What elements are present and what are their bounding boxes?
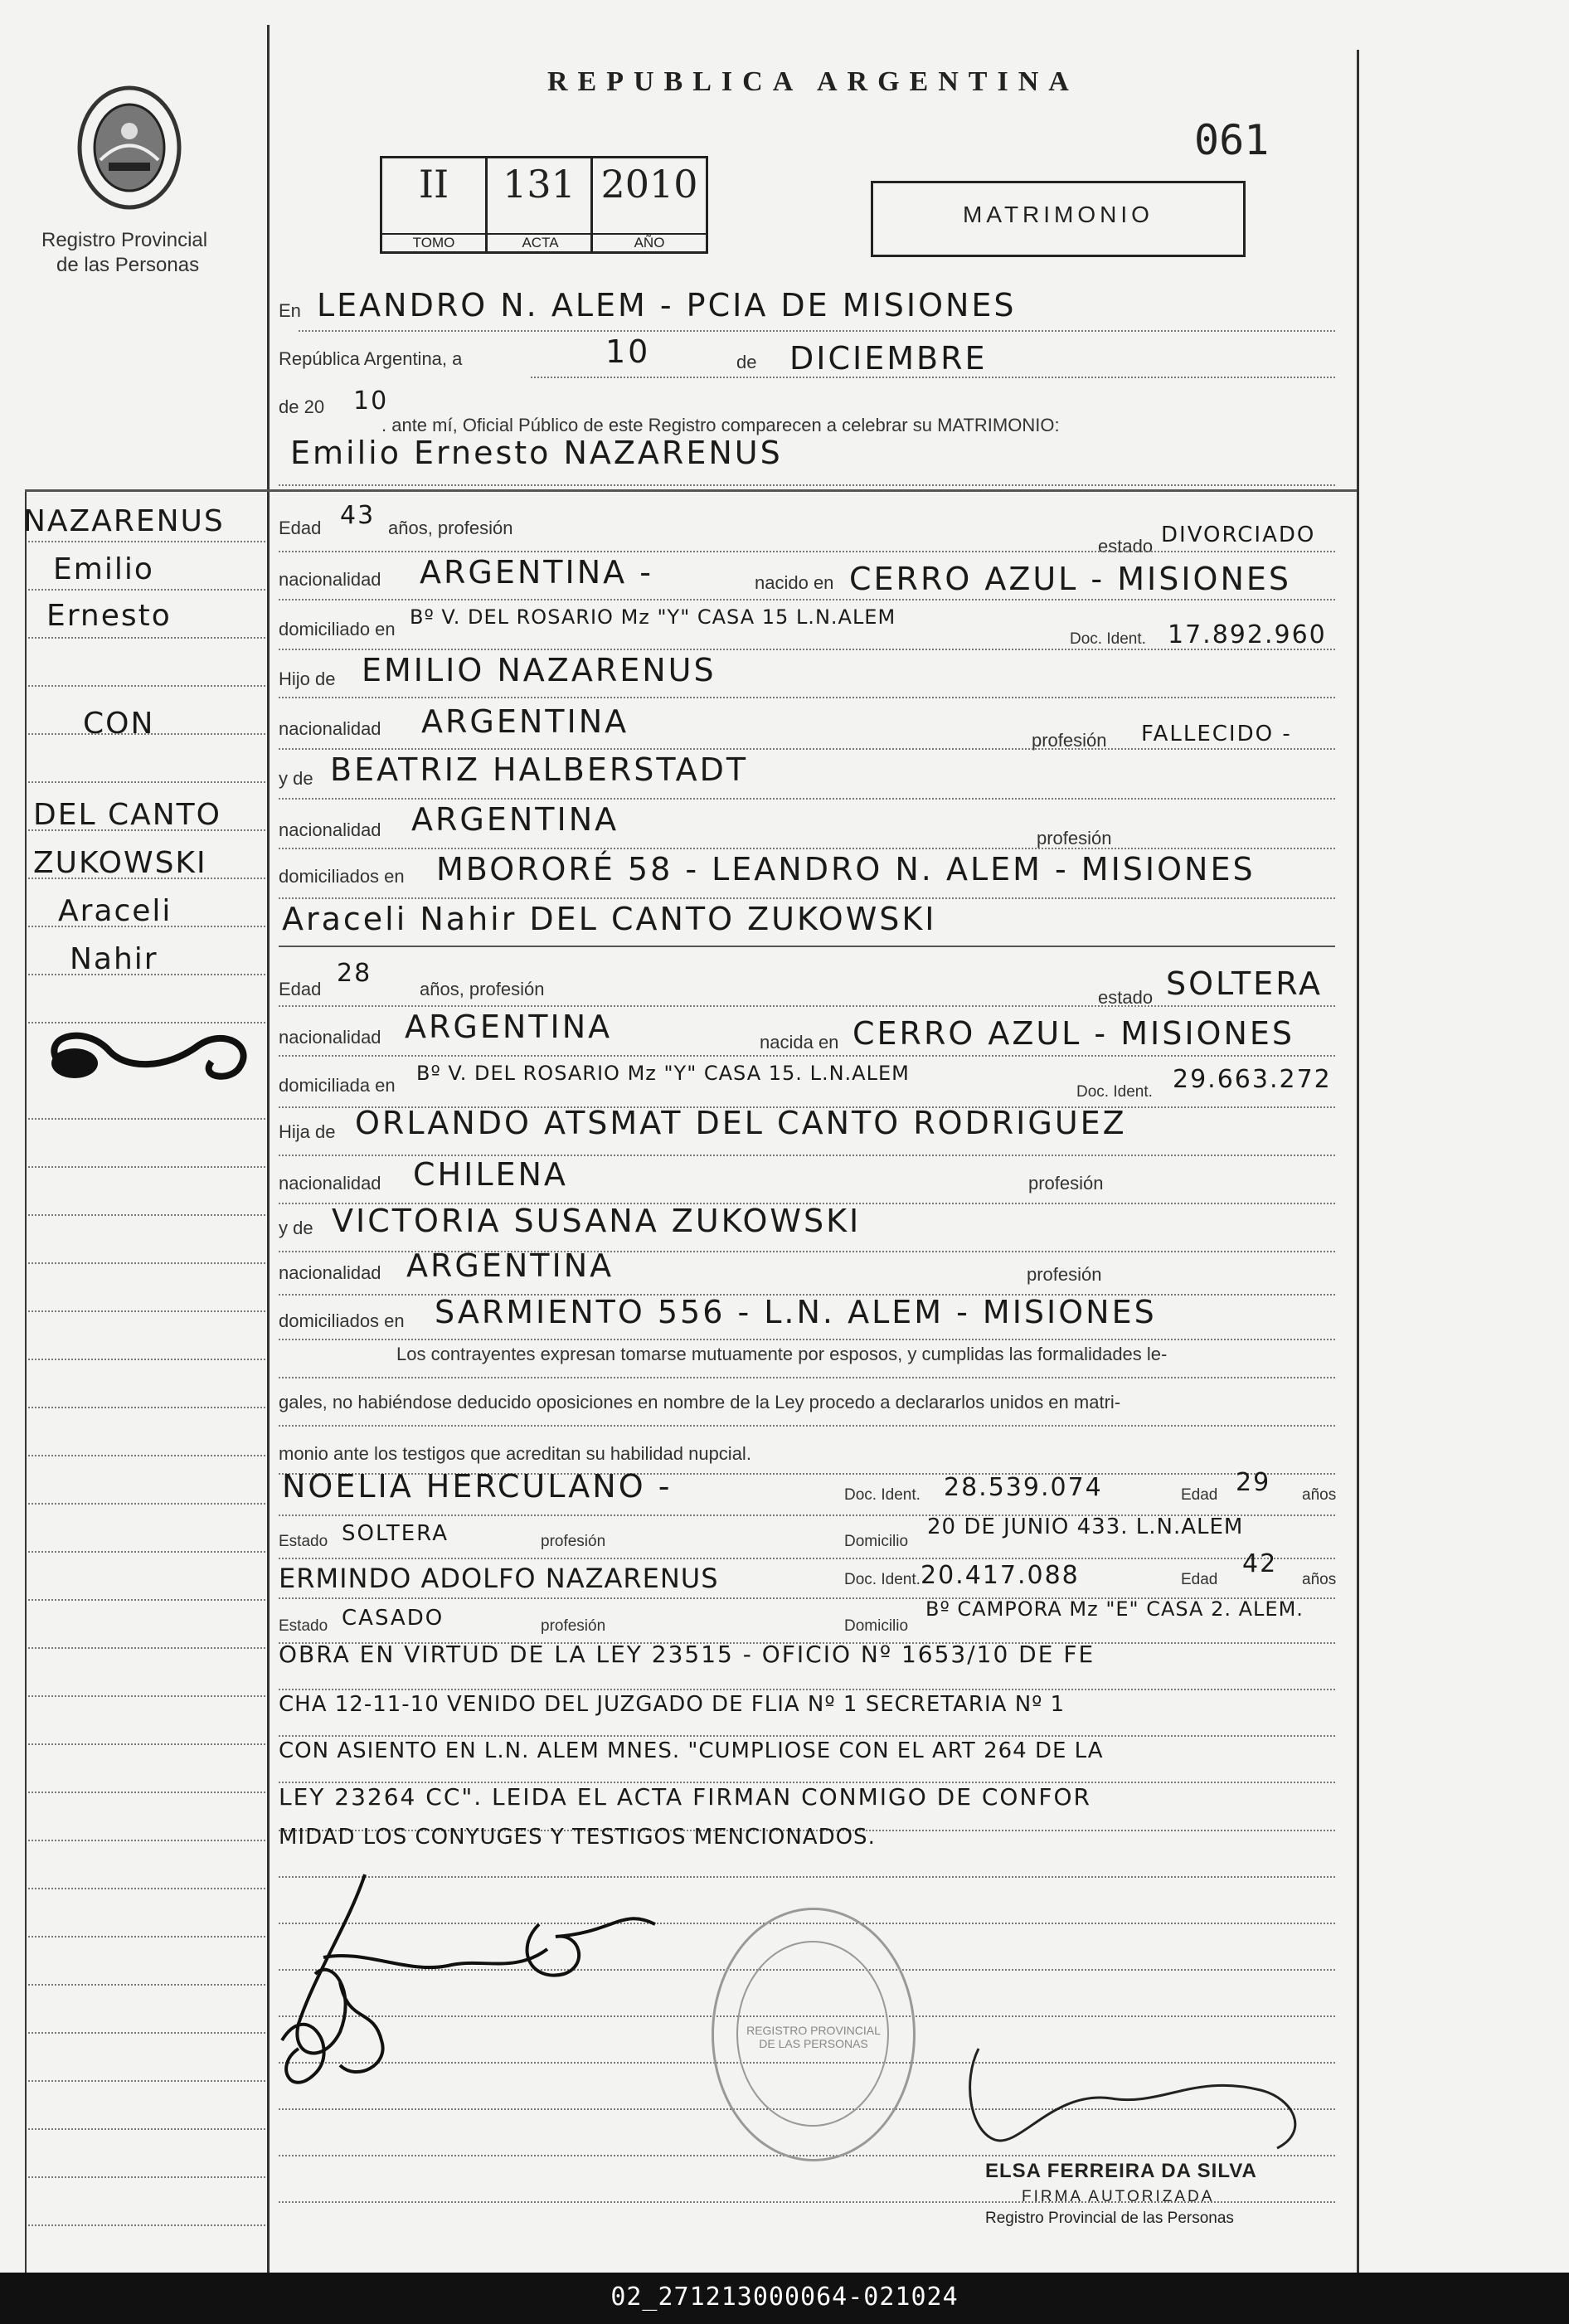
month: DICIEMBRE: [789, 340, 988, 377]
republica-label: República Argentina, a: [279, 348, 463, 369]
groom-nac: ARGENTINA -: [420, 554, 653, 591]
bride-mother: VICTORIA SUSANA ZUKOWSKI: [332, 1203, 862, 1239]
groom-mother-nac: ARGENTINA: [411, 801, 619, 838]
witness1-name: NOELIA HERCULANO -: [282, 1468, 673, 1505]
declaration-line3: monio ante los testigos que acreditan su habilidad nupcial.: [279, 1443, 751, 1464]
registry-reference-box: [380, 156, 708, 254]
bride-estado: SOLTERA: [1166, 965, 1324, 1002]
bride-doc: 29.663.272: [1173, 1065, 1332, 1094]
note-line-2: CHA 12-11-10 VENIDO DEL JUZGADO DE FLIA Nº 1 SECRETARIA Nº 1: [279, 1692, 1066, 1717]
witness1-dom-label: Domicilio: [844, 1533, 909, 1550]
witness1-edad-label: Edad: [1181, 1486, 1218, 1504]
groom-doms: MBORORÉ 58 - LEANDRO N. ALEM - MISIONES: [436, 851, 1256, 887]
bride-nacida-label: nacida en: [760, 1032, 839, 1053]
bride-father-nac-label: nacionalidad: [279, 1173, 381, 1194]
de-label: de: [736, 352, 757, 372]
spouse-signatures: [265, 1858, 697, 2107]
groom-mother-nac-label: nacionalidad: [279, 819, 381, 840]
scan-code: 02_271213000064-021024: [610, 2283, 959, 2312]
groom-father: EMILIO NAZARENUS: [362, 652, 716, 688]
witness1-doc-label: Doc. Ident.: [844, 1486, 921, 1504]
bride-doms: SARMIENTO 556 - L.N. ALEM - MISIONES: [435, 1294, 1157, 1330]
bride-father-prof-label: profesión: [1028, 1173, 1104, 1194]
bride-dom: Bº V. DEL ROSARIO Mz "Y" CASA 15. L.N.ALEM: [416, 1062, 910, 1085]
groom-nac-label: nacionalidad: [279, 569, 381, 590]
witness1-estado: SOLTERA: [342, 1521, 449, 1546]
sidebar-con: CON: [83, 707, 155, 741]
witness2-anos-label: años: [1302, 1571, 1337, 1588]
note-line-1: OBRA EN VIRTUD DE LA LEY 23515 - OFICIO Nº 1653/10 DE FE: [279, 1641, 1095, 1668]
sidebar-bride-second: Nahir: [70, 942, 158, 976]
declaration-line2: gales, no habiéndose deducido oposiciones en nombre de la Ley procedo a declararlos unidos en matri-: [279, 1392, 1121, 1412]
groom-mother: BEATRIZ HALBERSTADT: [330, 751, 749, 788]
sidebar-groom-surname: NAZARENUS: [23, 504, 225, 538]
country-title: REPUBLICA ARGENTINA: [547, 66, 1079, 97]
acta-value: 131: [503, 162, 576, 207]
bride-hija-label: Hija de: [279, 1121, 336, 1142]
act-type: MATRIMONIO: [963, 202, 1154, 227]
statement: . ante mí, Oficial Público de este Registro comparecen a celebrar su MATRIMONIO:: [381, 415, 1060, 435]
groom-dom-label: domiciliado en: [279, 619, 396, 639]
groom-anos-prof-label: años, profesión: [388, 518, 513, 538]
sidebar-bride-surname2: ZUKOWSKI: [33, 846, 207, 880]
document-number: 061: [1194, 116, 1270, 164]
bride-mother-nac: ARGENTINA: [406, 1247, 614, 1284]
bride-full-name: Araceli Nahir DEL CANTO ZUKOWSKI: [282, 901, 937, 937]
bride-father: ORLANDO ATSMAT DEL CANTO RODRIGUEZ: [355, 1105, 1127, 1141]
witness2-edad-label: Edad: [1181, 1571, 1218, 1588]
registry-name-line1: Registro Provincial: [41, 229, 208, 251]
bride-doms-label: domiciliados en: [279, 1310, 405, 1331]
groom-hijo-label: Hijo de: [279, 669, 336, 689]
place: LEANDRO N. ALEM - PCIA DE MISIONES: [317, 287, 1017, 323]
bride-edad: 28: [337, 959, 372, 988]
groom-estado: DIVORCIADO: [1161, 523, 1316, 547]
bride-nac-label: nacionalidad: [279, 1027, 381, 1048]
witness2-dom-label: Domicilio: [844, 1617, 909, 1635]
groom-father-prof: FALLECIDO -: [1141, 722, 1292, 746]
witness2-estado-label: Estado: [279, 1617, 328, 1635]
sidebar-bride-first: Araceli: [58, 894, 172, 928]
groom-nacido: CERRO AZUL - MISIONES: [849, 561, 1292, 597]
witness2-dom: Bº CAMPORA Mz "E" CASA 2. ALEM.: [925, 1597, 1304, 1621]
official-signature: [945, 2040, 1327, 2173]
groom-estado-label: estado: [1098, 536, 1154, 557]
seal-text: REGISTRO PROVINCIAL DE LAS PERSONAS: [746, 2024, 881, 2050]
groom-father-nac: ARGENTINA: [421, 703, 629, 740]
bride-dom-label: domiciliada en: [279, 1075, 396, 1096]
groom-doms-label: domiciliados en: [279, 866, 405, 887]
registry-name-line2: de las Personas: [56, 254, 200, 276]
groom-mother-prof-label: profesión: [1037, 828, 1112, 848]
groom-dom: Bº V. DEL ROSARIO Mz "Y" CASA 15 L.N.ALEM: [410, 605, 896, 629]
acta-label: ACTA: [488, 233, 593, 251]
witness2-estado: CASADO: [342, 1606, 444, 1631]
witness1-prof-label: profesión: [541, 1533, 606, 1550]
declaration-line1: Los contrayentes expresan tomarse mutuamente por esposos, y cumplidas las formalidades le-: [396, 1344, 1168, 1364]
bride-anos-prof-label: años, profesión: [420, 979, 545, 999]
groom-nacido-label: nacido en: [755, 572, 834, 593]
sidebar-bride-surname1: DEL CANTO: [33, 798, 221, 832]
bride-yde-label: y de: [279, 1218, 313, 1238]
witness2-edad: 42: [1242, 1549, 1278, 1578]
year-suffix: 10: [353, 387, 389, 416]
sidebar-groom-second: Ernesto: [46, 599, 172, 633]
right-margin-line: [1357, 50, 1359, 2273]
official-role: FIRMA AUTORIZADA: [1022, 2188, 1215, 2205]
tomo-value: II: [418, 162, 449, 207]
tomo-label: TOMO: [382, 233, 485, 251]
official-name: ELSA FERREIRA DA SILVA: [985, 2160, 1257, 2182]
bride-doc-label: Doc. Ident.: [1076, 1083, 1153, 1101]
witness1-anos-label: años: [1302, 1486, 1337, 1504]
note-line-5: MIDAD LOS CONYUGES Y TESTIGOS MENCIONADOS.: [279, 1825, 876, 1850]
en-label: En: [279, 300, 301, 321]
witness2-name: ERMINDO ADOLFO NAZARENUS: [279, 1563, 719, 1594]
witness1-edad: 29: [1236, 1468, 1271, 1497]
witness1-estado-label: Estado: [279, 1533, 328, 1550]
witness1-doc: 28.539.074: [944, 1473, 1103, 1502]
witness1-dom: 20 DE JUNIO 433. L.N.ALEM: [927, 1514, 1244, 1539]
groom-edad: 43: [340, 501, 376, 530]
bride-nacida: CERRO AZUL - MISIONES: [853, 1015, 1295, 1052]
groom-father-prof-label: profesión: [1032, 730, 1107, 751]
witness2-prof-label: profesión: [541, 1617, 606, 1635]
note-line-4: LEY 23264 CC". LEIDA EL ACTA FIRMAN CONMIGO DE CONFOR: [279, 1783, 1091, 1811]
official-office: Registro Provincial de las Personas: [985, 2210, 1234, 2227]
bride-edad-label: Edad: [279, 979, 322, 999]
sidebar-groom-first: Emilio: [53, 552, 154, 586]
witness2-doc: 20.417.088: [921, 1561, 1080, 1590]
bride-father-nac: CHILENA: [413, 1156, 568, 1193]
groom-doc: 17.892.960: [1168, 620, 1327, 649]
ano-value: 2010: [600, 162, 698, 207]
groom-full-name: Emilio Ernesto NAZARENUS: [290, 435, 783, 471]
groom-doc-label: Doc. Ident.: [1070, 630, 1146, 648]
ano-label: AÑO: [593, 233, 706, 251]
day: 10: [605, 333, 651, 370]
act-type-box: [871, 181, 1246, 257]
flourish-mark: [33, 1020, 257, 1095]
note-line-3: CON ASIENTO EN L.N. ALEM MNES. "CUMPLIOSE CON EL ART 264 DE LA: [279, 1738, 1104, 1763]
bride-mother-prof-label: profesión: [1027, 1264, 1102, 1285]
groom-father-nac-label: nacionalidad: [279, 718, 381, 739]
witness2-doc-label: Doc. Ident.: [844, 1571, 921, 1588]
bride-nac: ARGENTINA: [405, 1009, 613, 1045]
bride-estado-label: estado: [1098, 987, 1154, 1008]
groom-yde-label: y de: [279, 768, 313, 789]
bride-mother-nac-label: nacionalidad: [279, 1262, 381, 1283]
province-seal-icon: [71, 81, 187, 214]
de-year-label: de 20: [279, 396, 325, 417]
groom-edad-label: Edad: [279, 518, 322, 538]
left-margin-line: [25, 489, 27, 2273]
